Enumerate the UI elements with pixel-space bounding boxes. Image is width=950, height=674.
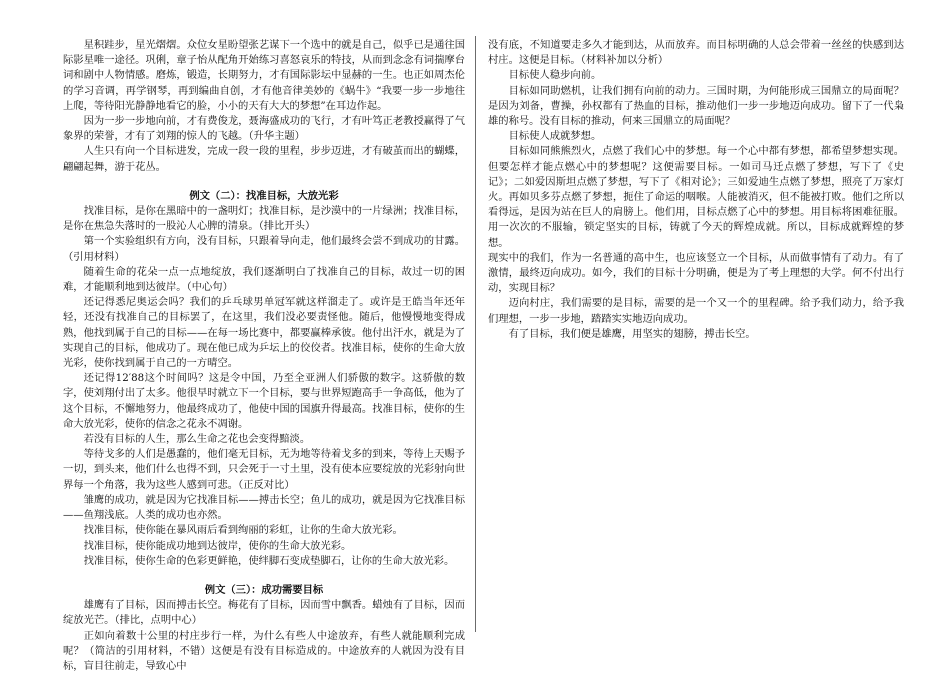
paragraph: 有了目标，我们便是雄鹰，用坚实的翅膀，搏击长空。 (508, 327, 756, 340)
right-column (488, 38, 904, 342)
paragraph: 雏鹰的成功，就是因为它找准目标——搏击长空；鱼儿的成功，就是因为它找准目标——鱼翔浅底。人类的成功也亦然。 (63, 493, 465, 522)
paragraph: 目标使人成就梦想。 (508, 130, 602, 143)
essay-title-3: 例文（三）：成功需要目标 (204, 583, 324, 596)
essay-title-2: 例文（二）：找准目标，大放光彩 (189, 189, 339, 202)
paragraph: 目标使人稳步向前。 (508, 69, 602, 82)
paragraph: 星积跬步，星光熠熠。众位女星盼望张艺谋下一个选中的就是自己，似乎已是通往国际影星唯一途径。巩俐，章子怡从配角开始练习喜怒哀乐的特技，从而到念念有词揣摩台词和剧中人物情感。磨炼，锻造，长期努力，才有国际影坛中显赫的一生。也正如周杰伦的学习音调，再学钢琴，再到编曲自创，才有他音律美妙的《蜗牛》“我要一步一步地往上爬，等待阳光静静地看它的脸，小小的天有大大的梦想”在耳边作起。 (63, 39, 465, 112)
paragraph: 现实中的我们，作为一名普通的高中生，也应该竖立一个目标，从而做事情有了动力。有了激情，最终迈向成功。如今，我们的目标十分明确，便是为了考上理想的大学。何不付出行动，实现目标？ (488, 251, 904, 295)
paragraph: 随着生命的花朵一点一点地绽放，我们逐渐明白了找准自己的目标，故过一切的困难，才能顺利地到达彼岸。（中心句） (63, 265, 465, 294)
column-divider (475, 36, 476, 632)
paragraph: 没有底，不知道要走多久才能到达，从而放弃。而目标明确的人总会带着一丝丝的快感到达村庄。这便是目标。（材料补加以分析） (488, 39, 904, 67)
paragraph: 正如向着数十公里的村庄步行一样，为什么有些人中途放弃，有些人就能顺利完成呢？（简洁的引用材料，不错）这便是有没有目标造成的。中途放弃的人就因为没有目标，盲目往前走，导致心中 (63, 629, 465, 672)
paragraph: 人生只有向一个目标进发，完成一段一段的里程，步步迈进，才有破茧而出的蝴蝶，翩翩起舞，游于花丛。 (63, 145, 465, 173)
paragraph: 因为一步一步地向前，才有费俊龙，聂海盛成功的飞行，才有叶笃正老教授赢得了气象界的荣誉，才有了刘翔的惊人的飞越。（升华主题） (63, 115, 465, 143)
paragraph: 等待戈多的人们是愚蠢的，他们毫无目标，无为地等待着戈多的到来，等待上天赐予一切，到头来，他们什么也得不到，只会死于一寸土里，没有使本应要绽放的光彩射向世界每一个角落，我为这些人感到可悲。（正反对比） (63, 448, 465, 491)
paragraph: 找准目标，使你能成功地到达彼岸，使你的生命大放光彩。 (83, 539, 352, 552)
paragraph: 雄鹰有了目标，因而搏击长空。梅花有了目标，因而雪中飘香。蜡烛有了目标，因而绽放光芒。（排比，点明中心） (63, 599, 465, 627)
paragraph: 还记得12′88这个时间吗？这是令中国，乃至全亚洲人们骄傲的数字。这骄傲的数字，使刘翔付出了太多。他很早时就立下一个目标，要与世界短跑高手一争高低，他为了这个目标，不懈地努力，他最终成功了，他使中国的国旗升得最高。找准目标，使你的生命大放光彩，使你的信念之花永不凋谢。 (63, 372, 465, 430)
paragraph: 第一个实验组织有方向，没有目标，只跟着导向走，他们最终会尝不到成功的甘露。（引用材料） (63, 235, 465, 263)
paragraph: 找准目标，使你能在暴风雨后看到绚丽的彩虹，让你的生命大放光彩。 (83, 524, 403, 537)
paragraph: 找准目标，是你在黑暗中的一盏明灯；找准目标，是沙漠中的一片绿洲；找准目标，是你在焦急失落时的一股沁人心脾的清泉。（排比开头） (63, 205, 465, 233)
left-column (63, 38, 465, 674)
paragraph: 目标如同熊熊烈火，点燃了我们心中的梦想。每一个心中都有梦想，都希望梦想实现。但要怎样才能点燃心中的梦想呢？这便需要目标。一如司马迁点燃了梦想，写下了《史记》；二如爱因斯坦点燃了梦想，写下了《相对论》；三如爱迪生点燃了梦想，照亮了万家灯火。再如贝多芬点燃了梦想，扼住了命运的咽喉。人能被消灭，但不能被打败。他们之所以看得远，是因为站在巨人的肩膀上。他们用，目标点燃了心中的梦想。用目标将困难征服。用一次次的不服输，锁定坚实的目标，铸就了今天的辉煌成就。所以，目标成就辉煌的梦想。 (488, 145, 904, 249)
paragraph: 若没有目标的人生，那么生命之花也会变得黯淡。 (83, 433, 311, 446)
paragraph: 找准目标，使你生命的色彩更鲜艳，使绊脚石变成垫脚石，让你的生命大放光彩。 (83, 554, 455, 567)
paragraph: 迈向村庄，我们需要的是目标，需要的是一个又一个的里程碑。给予我们动力，给予我们理想，一步一步地，踏踏实实地迈向成功。 (488, 297, 904, 325)
paragraph: 目标如同助燃机，让我们拥有向前的动力。三国时期，为何能形成三国鼎立的局面呢？是因为刘备，曹操，孙权都有了热血的目标，推动他们一步一步地迈向成功。留下了一代枭雄的称号。没有目标的推动，何来三国鼎立的局面呢？ (488, 84, 904, 128)
paragraph: 还记得悉尼奥运会吗？我们的乒乓球男单冠军就这样溜走了。或许是王皓当年还年轻，还没有找准自己的目标罢了，在这里，我们没必要责怪他。随后，他慢慢地变得成熟，他找到属于自己的目标——在每一场比赛中，都要赢棒承彼。他付出汗水，就是为了实现自己的目标，他成功了。现在他已成为乒坛上的佼佼者。找准目标，使你的生命大放光彩，使你找到属于自己的一方晴空。 (63, 296, 465, 370)
